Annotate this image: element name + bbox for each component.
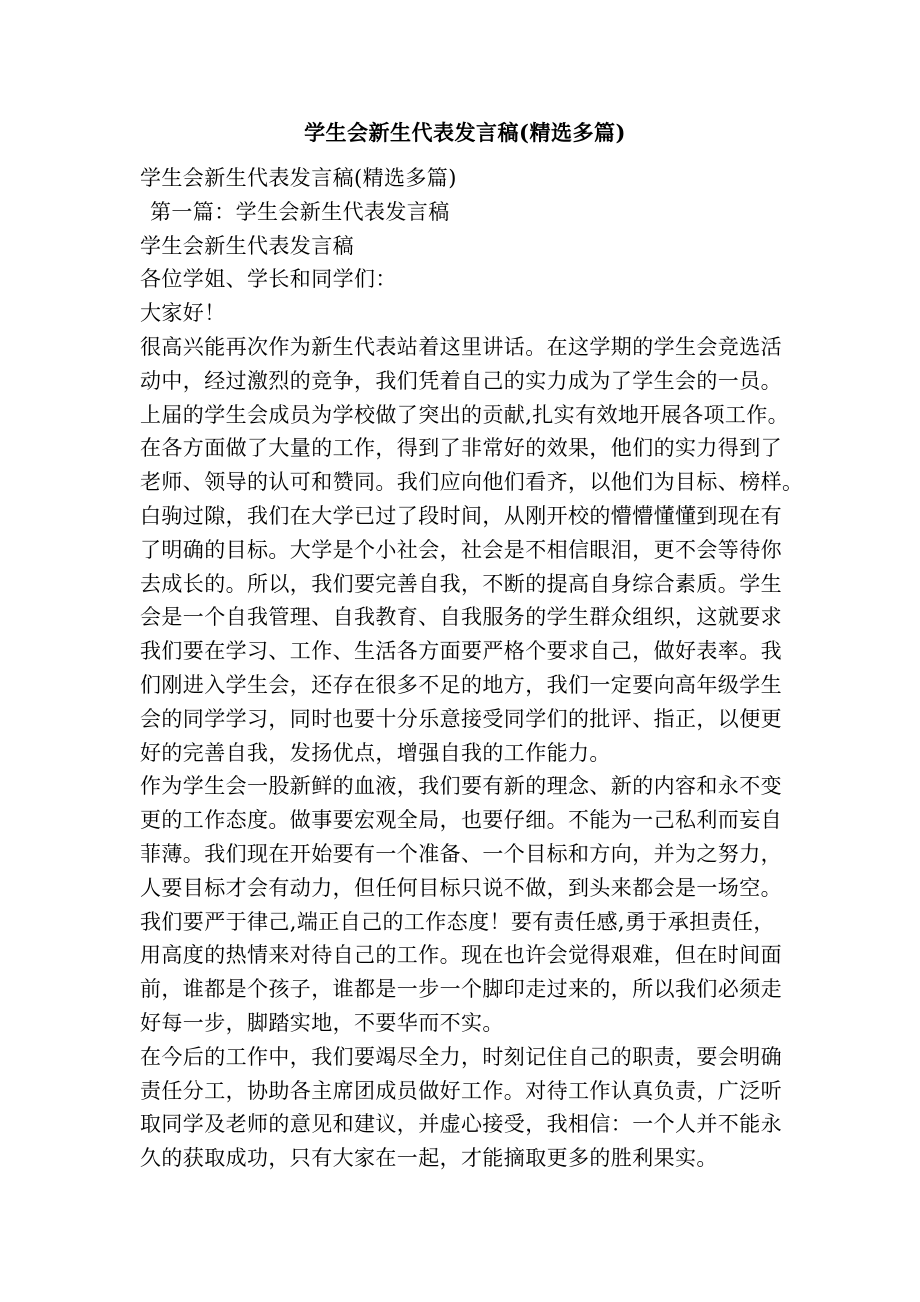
text-line: 很高兴能再次作为新生代表站着这里讲话。在这学期的学生会竞选活 [140, 334, 782, 359]
text-line: 更的工作态度。做事要宏观全局，也要仔细。不能为一己私利而妄自 [140, 808, 782, 833]
text-line: 老师、领导的认可和赞同。我们应向他们看齐，以他们为目标、榜样。 [140, 470, 804, 495]
text-line: 学生会新生代表发言稿 [140, 233, 354, 258]
text-line: 们刚进入学生会，还存在很多不足的地方，我们一定要向高年级学生 [140, 672, 782, 697]
text-line: 上届的学生会成员为学校做了突出的贡献,扎实有效地开展各项工作。 [140, 402, 790, 427]
greeting: 大家好！ [140, 301, 226, 326]
text-line: 前，谁都是个孩子，谁都是一步一个脚印走过来的，所以我们必须走 [140, 977, 782, 1002]
document-title: 学生会新生代表发言稿(精选多篇) [304, 120, 626, 145]
text-line: 取同学及老师的意见和建议，并虚心接受，我相信：一个人并不能永 [140, 1112, 782, 1137]
text-line: 去成长的。所以，我们要完善自我，不断的提高自身综合素质。学生 [140, 571, 782, 596]
text-line: 责任分工，协助各主席团成员做好工作。对待工作认真负责，广泛听 [140, 1078, 782, 1103]
text-line: 作为学生会一股新鲜的血液，我们要有新的理念、新的内容和永不变 [140, 774, 782, 799]
text-line: 会的同学学习，同时也要十分乐意接受同学们的批评、指正，以便更 [140, 706, 782, 731]
text-line: 会是一个自我管理、自我教育、自我服务的学生群众组织，这就要求 [140, 605, 782, 630]
text-line: 好的完善自我，发扬优点，增强自我的工作能力。 [140, 740, 611, 765]
text-line: 动中，经过激烈的竞争，我们凭着自己的实力成为了学生会的一员。 [140, 368, 782, 393]
text-line: 了明确的目标。大学是个小社会，社会是不相信眼泪，更不会等待你 [140, 537, 782, 562]
section-heading: 第一篇：学生会新生代表发言稿 [150, 199, 450, 224]
text-line: 白驹过隙，我们在大学已过了段时间，从刚开校的懵懵懂懂到现在有 [140, 503, 782, 528]
text-line: 我们要严于律己,端正自己的工作态度！要有责任感,勇于承担责任， [140, 909, 775, 934]
text-line: 学生会新生代表发言稿(精选多篇) [140, 166, 457, 190]
document-body [140, 162, 804, 1176]
text-line: 人要目标才会有动力，但任何目标只说不做，到头来都会是一场空。 [140, 875, 782, 900]
text-line: 好每一步，脚踏实地，不要华而不实。 [140, 1010, 504, 1035]
salutation: 各位学姐、学长和同学们： [140, 267, 397, 292]
text-line: 菲薄。我们现在开始要有一个准备、一个目标和方向，并为之努力， [140, 841, 782, 866]
text-line: 在今后的工作中，我们要竭尽全力，时刻记住自己的职责，要会明确 [140, 1044, 782, 1069]
text-line: 我们要在学习、工作、生活各方面要严格个要求自己，做好表率。我 [140, 639, 782, 664]
text-line: 在各方面做了大量的工作，得到了非常好的效果，他们的实力得到了 [140, 436, 782, 461]
text-line: 用高度的热情来对待自己的工作。现在也许会觉得艰难，但在时间面 [140, 943, 782, 968]
text-line: 久的获取成功，只有大家在一起，才能摘取更多的胜利果实。 [140, 1146, 718, 1171]
